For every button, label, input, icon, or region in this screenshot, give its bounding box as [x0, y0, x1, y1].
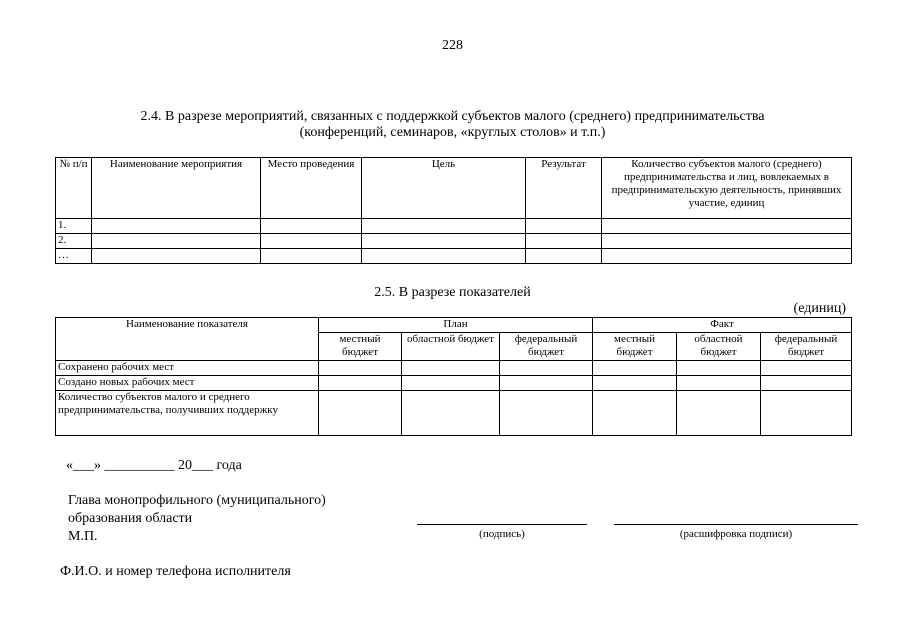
- header-place: Место проведения: [261, 158, 362, 219]
- head-title-line2: образования области: [68, 511, 193, 526]
- fact-federal-budget: федеральный бюджет: [761, 333, 852, 361]
- signature-label: (подпись): [479, 528, 525, 540]
- table-row: [56, 391, 852, 436]
- fact-local-budget: местный бюджет: [593, 333, 677, 361]
- header-participants-count: Количество субъектов малого (среднего) предпринимательства и лиц, вовлекаемых в предпринимательскую деятельность, принявших участие, единиц: [602, 158, 852, 219]
- header-plan: План: [319, 318, 593, 333]
- events-table: [55, 157, 852, 264]
- plan-federal-budget: федеральный бюджет: [500, 333, 593, 361]
- stamp-label: М.П.: [68, 529, 98, 544]
- row-number: …: [56, 249, 92, 264]
- page-number: 228: [442, 38, 463, 53]
- plan-regional-budget: областной бюджет: [402, 333, 500, 361]
- head-title-line1: Глава монопрофильного (муниципального): [68, 493, 326, 508]
- indicator-name: Создано новых рабочих мест: [56, 376, 319, 391]
- indicators-table: [55, 317, 852, 436]
- indicator-name: Количество субъектов малого и среднего предпринимательства, получивших поддержку: [56, 391, 319, 436]
- section-2-4-title-line2: (конференций, семинаров, «круглых столов» и т.п.): [299, 125, 606, 140]
- unit-label: (единиц): [793, 301, 846, 316]
- section-2-5-title: 2.5. В разрезе показателей: [374, 285, 531, 300]
- row-number: 1.: [56, 219, 92, 234]
- decoding-label: (расшифровка подписи): [679, 528, 793, 540]
- signature-line: [417, 524, 587, 525]
- events-table-header: [56, 158, 852, 219]
- header-num: № п/п: [56, 158, 92, 219]
- indicator-name: Сохранено рабочих мест: [56, 361, 319, 376]
- table-row: [56, 234, 852, 249]
- decoding-line: [614, 524, 858, 525]
- section-2-4-title-line1: 2.4. В разрезе мероприятий, связанных с поддержкой субъектов малого (среднего) предпринимательства: [140, 109, 765, 124]
- fact-regional-budget: областной бюджет: [677, 333, 761, 361]
- header-result: Результат: [526, 158, 602, 219]
- header-indicator-name: Наименование показателя: [56, 318, 319, 361]
- date-line: «___» __________ 20___ года: [66, 458, 242, 473]
- header-fact: Факт: [593, 318, 852, 333]
- row-number: 2.: [56, 234, 92, 249]
- table-row: [56, 219, 852, 234]
- executor-label: Ф.И.О. и номер телефона исполнителя: [60, 564, 291, 579]
- plan-local-budget: местный бюджет: [319, 333, 402, 361]
- indicators-header-row: [56, 318, 852, 333]
- table-row: [56, 376, 852, 391]
- table-row: [56, 249, 852, 264]
- header-goal: Цель: [362, 158, 526, 219]
- table-row: [56, 361, 852, 376]
- header-event-name: Наименование мероприятия: [92, 158, 261, 219]
